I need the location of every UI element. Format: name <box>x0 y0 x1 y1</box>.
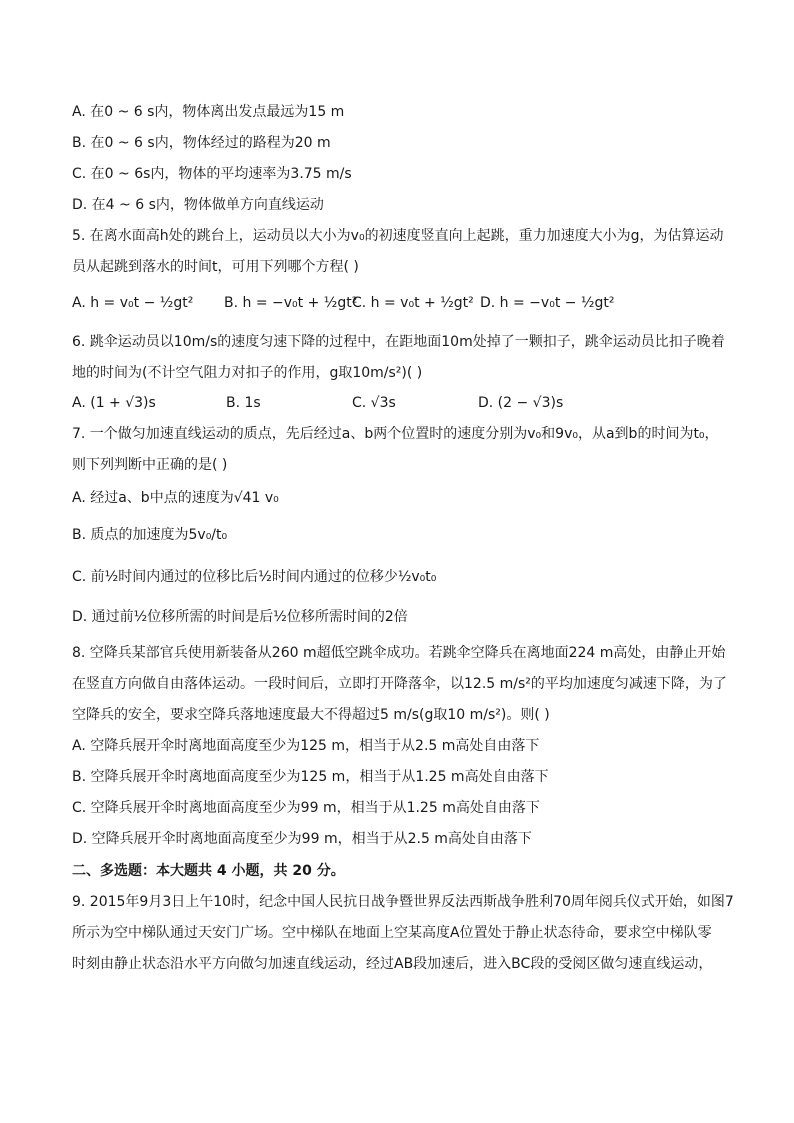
q5-option-d: D. h = −v₀t − ½gt² <box>480 295 615 311</box>
q9-line3: 时刻由静止状态沿水平方向做匀加速直线运动，经过AB段加速后，进入BC段的受阅区做匀速直线运动， <box>72 956 713 972</box>
q7-option-c: C. 前½时间内通过的位移比后½时间内通过的位移少½v₀t₀ <box>72 569 437 585</box>
q7-stem-line2: 则下列判断中正确的是( ) <box>72 457 228 473</box>
q6-option-a: A. (1 + √3)s <box>72 395 156 411</box>
q5-options <box>72 293 732 313</box>
q6-options <box>72 393 732 413</box>
q5-option-c: C. h = v₀t + ½gt² <box>352 295 474 311</box>
q5-stem-line2: 员从起跳到落水的时间t，可用下列哪个方程( ) <box>72 259 359 275</box>
q8-stem-line2: 在竖直方向做自由落体运动。一段时间后，立即打开降落伞，以12.5 m/s²的平均加速度匀减速下降，为了 <box>72 676 727 692</box>
q5-option-b: B. h = −v₀t + ½gt² <box>224 295 358 311</box>
q4-option-d: D. 在4 ~ 6 s内，物体做单方向直线运动 <box>72 197 324 213</box>
section-heading: 二、多选题：本大题共 4 小题，共 20 分。 <box>72 863 345 879</box>
q8-option-a: A. 空降兵展开伞时离地面高度至少为125 m，相当于从2.5 m高处自由落下 <box>72 738 540 754</box>
q8-option-b: B. 空降兵展开伞时离地面高度至少为125 m，相当于从1.25 m高处自由落下 <box>72 769 549 785</box>
q7-option-d: D. 通过前½位移所需的时间是后½位移所需时间的2倍 <box>72 609 408 625</box>
q8-option-d: D. 空降兵展开伞时离地面高度至少为99 m，相当于从2.5 m高处自由落下 <box>72 831 532 847</box>
q6-stem-line1: 6. 跳伞运动员以10m/s的速度匀速下降的过程中，在距地面10m处掉了一颗扣子，跳伞运动员比扣子晚着 <box>72 334 725 350</box>
q6-option-c: C. √3s <box>352 395 396 411</box>
q4-option-a: A. 在0 ~ 6 s内，物体离出发点最远为15 m <box>72 104 345 120</box>
q7-option-a: A. 经过a、b中点的速度为√41 v₀ <box>72 490 279 506</box>
q8-stem-line3: 空降兵的安全，要求空降兵落地速度最大不得超过5 m/s(g取10 m/s²)。则( ) <box>72 707 550 723</box>
q8-option-c: C. 空降兵展开伞时离地面高度至少为99 m，相当于从1.25 m高处自由落下 <box>72 800 540 816</box>
q6-option-b: B. 1s <box>226 395 261 411</box>
q6-option-d: D. (2 − √3)s <box>478 395 564 411</box>
q6-stem-line2: 地的时间为(不计空气阻力对扣子的作用，g取10m/s²)( ) <box>72 365 423 381</box>
q5-stem-line1: 5. 在离水面高h处的跳台上，运动员以大小为v₀的初速度竖直向上起跳，重力加速度大小为g，为估算运动 <box>72 228 724 244</box>
q7-option-b: B. 质点的加速度为5v₀/t₀ <box>72 527 228 543</box>
q5-option-a: A. h = v₀t − ½gt² <box>72 295 194 311</box>
q4-option-b: B. 在0 ~ 6 s内，物体经过的路程为20 m <box>72 135 331 151</box>
q9-line2: 所示为空中梯队通过天安门广场。空中梯队在地面上空某高度A位置处于静止状态待命，要求空中梯队零 <box>72 925 712 941</box>
q8-stem-line1: 8. 空降兵某部官兵使用新装备从260 m超低空跳伞成功。若跳伞空降兵在离地面224 m高处，由静止开始 <box>72 645 726 661</box>
q9-line1: 9. 2015年9月3日上午10时，纪念中国人民抗日战争暨世界反法西斯战争胜利70周年阅兵仪式开始，如图7 <box>72 894 734 910</box>
q4-option-c: C. 在0 ~ 6s内，物体的平均速率为3.75 m/s <box>72 166 352 182</box>
q7-stem-line1: 7. 一个做匀加速直线运动的质点，先后经过a、b两个位置时的速度分别为v₀和9v₀，从a到b的时间为t₀， <box>72 426 719 442</box>
